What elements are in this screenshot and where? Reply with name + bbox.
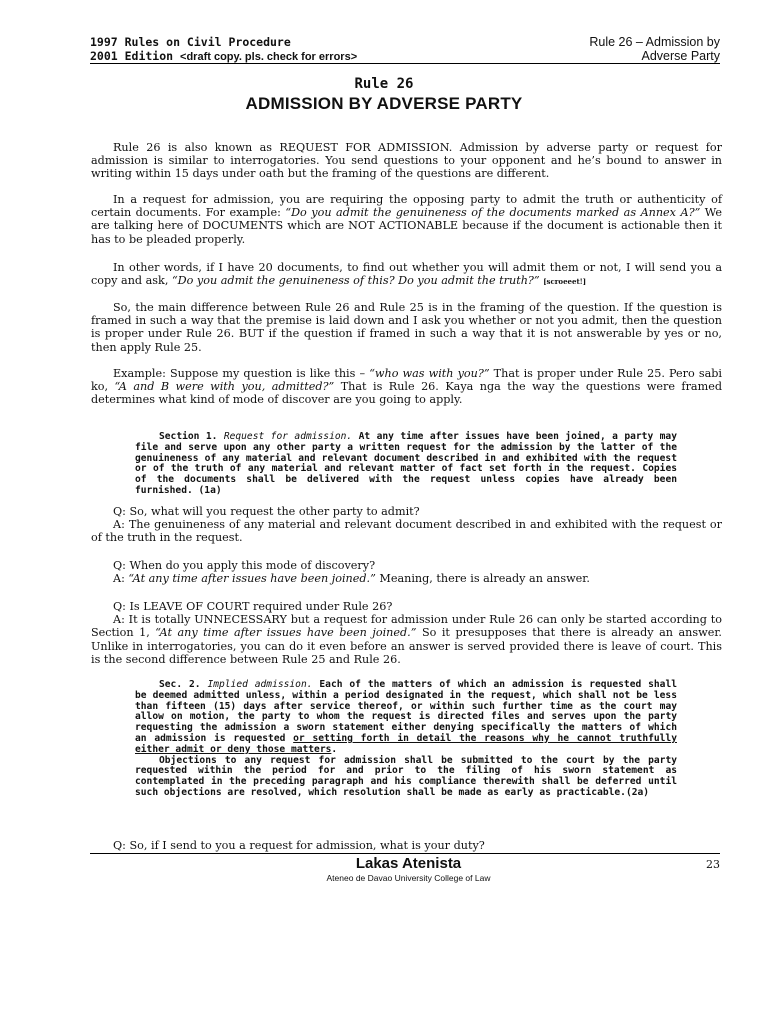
- header-right: [589, 35, 720, 63]
- section-2-number: Sec. 2.: [159, 679, 201, 690]
- paragraph-5-quote-1: “who was with you?”: [369, 367, 490, 380]
- section-2-body-underlined: or setting forth in detail the reasons why he cannot truthfully either admit or deny those matters: [135, 732, 677, 755]
- paragraph-2-text-end: We are talking here of DOCUMENTS which are NOT ACTIONABLE because if the document is actionable then it has to be pleaded properly.: [91, 206, 722, 246]
- paragraph-example: [91, 367, 722, 407]
- section-2-objections: Objections to any request for admission shall be submitted to the court by the party requested within the period for and prior to the filing of his sworn statement as contemplated in the preceding paragraph and his compliance therewith shall be deferred until such objections are resolved, which resolution shall be made as early as practicable.(2a): [135, 754, 677, 798]
- qa-block-1: [91, 505, 722, 545]
- header-rule-ref: Rule 26 – Admission by: [589, 35, 720, 49]
- paragraph-3: [91, 261, 722, 288]
- answer-2-prefix: A:: [113, 572, 129, 586]
- qa-block-3: [91, 600, 722, 666]
- section-1-text: [135, 432, 677, 497]
- footer-title: Lakas Atenista: [355, 855, 462, 872]
- paragraph-5-text-end: That is Rule 26. Kaya nga the way the questions were framed determines what kind of mode of discover are you going to apply.: [91, 380, 722, 407]
- answer-2: [91, 572, 722, 585]
- qa-block-4: [91, 839, 722, 852]
- section-2-body-end: .: [331, 743, 338, 755]
- paragraph-intro: [91, 141, 722, 181]
- section-1-provision: [135, 432, 677, 497]
- answer-2-quote: “At any time after issues have been joined.”: [128, 572, 376, 586]
- answer-3-text: A: It is totally UNNECESSARY but a request for admission under Rule 26 can only be started according to Section 1,: [91, 613, 722, 640]
- question-2: Q: When do you apply this mode of discovery?: [113, 559, 376, 572]
- footer-divider: [90, 853, 720, 854]
- section-2-text: [135, 680, 677, 756]
- footer-subtitle: Ateneo de Davao University College of Law: [326, 873, 491, 883]
- section-1-number: Section 1.: [159, 431, 218, 442]
- header-edition-year: 2001 Edition: [90, 49, 174, 63]
- header-divider: [90, 63, 720, 64]
- paragraph-2-quote: “Do you admit the genuineness of the documents marked as Annex A?”: [285, 206, 701, 220]
- paragraph-2-text: In a request for admission, you are requiring the opposing party to admit the truth or authenticity of certain documents. For example:: [91, 193, 722, 220]
- paragraph-5-text-mid: That is proper under Rule 25. Pero sabi ko,: [91, 367, 722, 394]
- section-2-title: Implied admission.: [207, 679, 313, 690]
- header-draft-note: <draft copy. pls. check for errors>: [180, 51, 358, 63]
- section-2-body: Each of the matters of which an admission is requested shall be deemed admitted unless, within a period designated in the request, which shall not be less than fifteen (15) days after service thereof, or within such further time as the court may allow on motion, the party to whom the request is directed files and serves upon the party requesting the admission a sworn statement either denying specifically the matters of which an admission is requested: [135, 679, 678, 744]
- section-1-title: Request for admission.: [223, 431, 353, 442]
- header-left: [90, 35, 357, 64]
- paragraph-4: So, the main difference between Rule 26 and Rule 25 is in the framing of the question. If the question is framed in such a way that the premise is laid down and I ask you whether or not you admit, then the question is proper under Rule 26. BUT if the question if framed in such a way that it is not answerable by yes or no, then apply Rule 25.: [91, 301, 722, 354]
- page-number: 23: [706, 858, 720, 871]
- paragraph-5-text: Example: Suppose my question is like this –: [113, 367, 370, 380]
- paragraph-request: [91, 193, 722, 246]
- question-3: Q: Is LEAVE OF COURT required under Rule 26?: [113, 600, 393, 613]
- qa-block-2: [91, 559, 722, 585]
- section-2-provision: [135, 680, 677, 799]
- rule-title: ADMISSION BY ADVERSE PARTY: [245, 94, 523, 113]
- answer-3: [91, 613, 722, 666]
- answer-2-text: Meaning, there is already an answer.: [375, 572, 590, 586]
- paragraph-3-quote: “Do you admit the genuineness of this? Do you admit the truth?”: [171, 274, 540, 288]
- answer-3-text-end: So it presupposes that there is already an answer. Unlike in interrogatories, you can do it even before an answer is served provided there is leave of court. This is the second difference between Rule 25 and Rule 26.: [91, 626, 722, 666]
- header-book-title: 1997 Rules on Civil Procedure: [90, 35, 291, 49]
- answer-1: A: The genuineness of any material and relevant document described in and exhibited with the request or of the truth in the request.: [91, 518, 722, 545]
- section-1-body: At any time after issues have been joined, a party may file and serve upon any other party a written request for the admission by the latter of the genuineness of any material and relevant document described in and exhibited with the request or of the truth of any material and relevant matter of fact set forth in the request. Copies of the documents shall be delivered with the request unless copies have already been furnished. (1a): [135, 431, 677, 496]
- paragraph-1: Rule 26 is also known as REQUEST FOR ADMISSION. Admission by adverse party or request for admission is similar to interrogatories. You send questions to your opponent and he’s bound to answer in writing within 15 days under oath but the framing of the questions are different.: [91, 141, 722, 181]
- paragraph-5-quote-2: “A and B were with you, admitted?”: [114, 380, 335, 394]
- header-rule-topic: Adverse Party: [641, 49, 720, 63]
- paragraph-2: [91, 193, 722, 246]
- paragraph-other-words: [91, 261, 722, 288]
- rule-number: Rule 26: [354, 76, 414, 92]
- header-edition: [90, 49, 357, 64]
- question-1: Q: So, what will you request the other party to admit?: [113, 505, 420, 518]
- question-4: Q: So, if I send to you a request for admission, what is your duty?: [113, 839, 485, 852]
- paragraph-difference: [91, 301, 722, 354]
- answer-3-quote: “At any time after issues have been joined.”: [155, 626, 417, 640]
- paragraph-3-tag: [scroeeet!]: [543, 277, 587, 287]
- paragraph-3-text: In other words, if I have 20 documents, to find out whether you will admit them or not, I will send you a copy and ask,: [91, 261, 722, 288]
- paragraph-5: [91, 367, 722, 407]
